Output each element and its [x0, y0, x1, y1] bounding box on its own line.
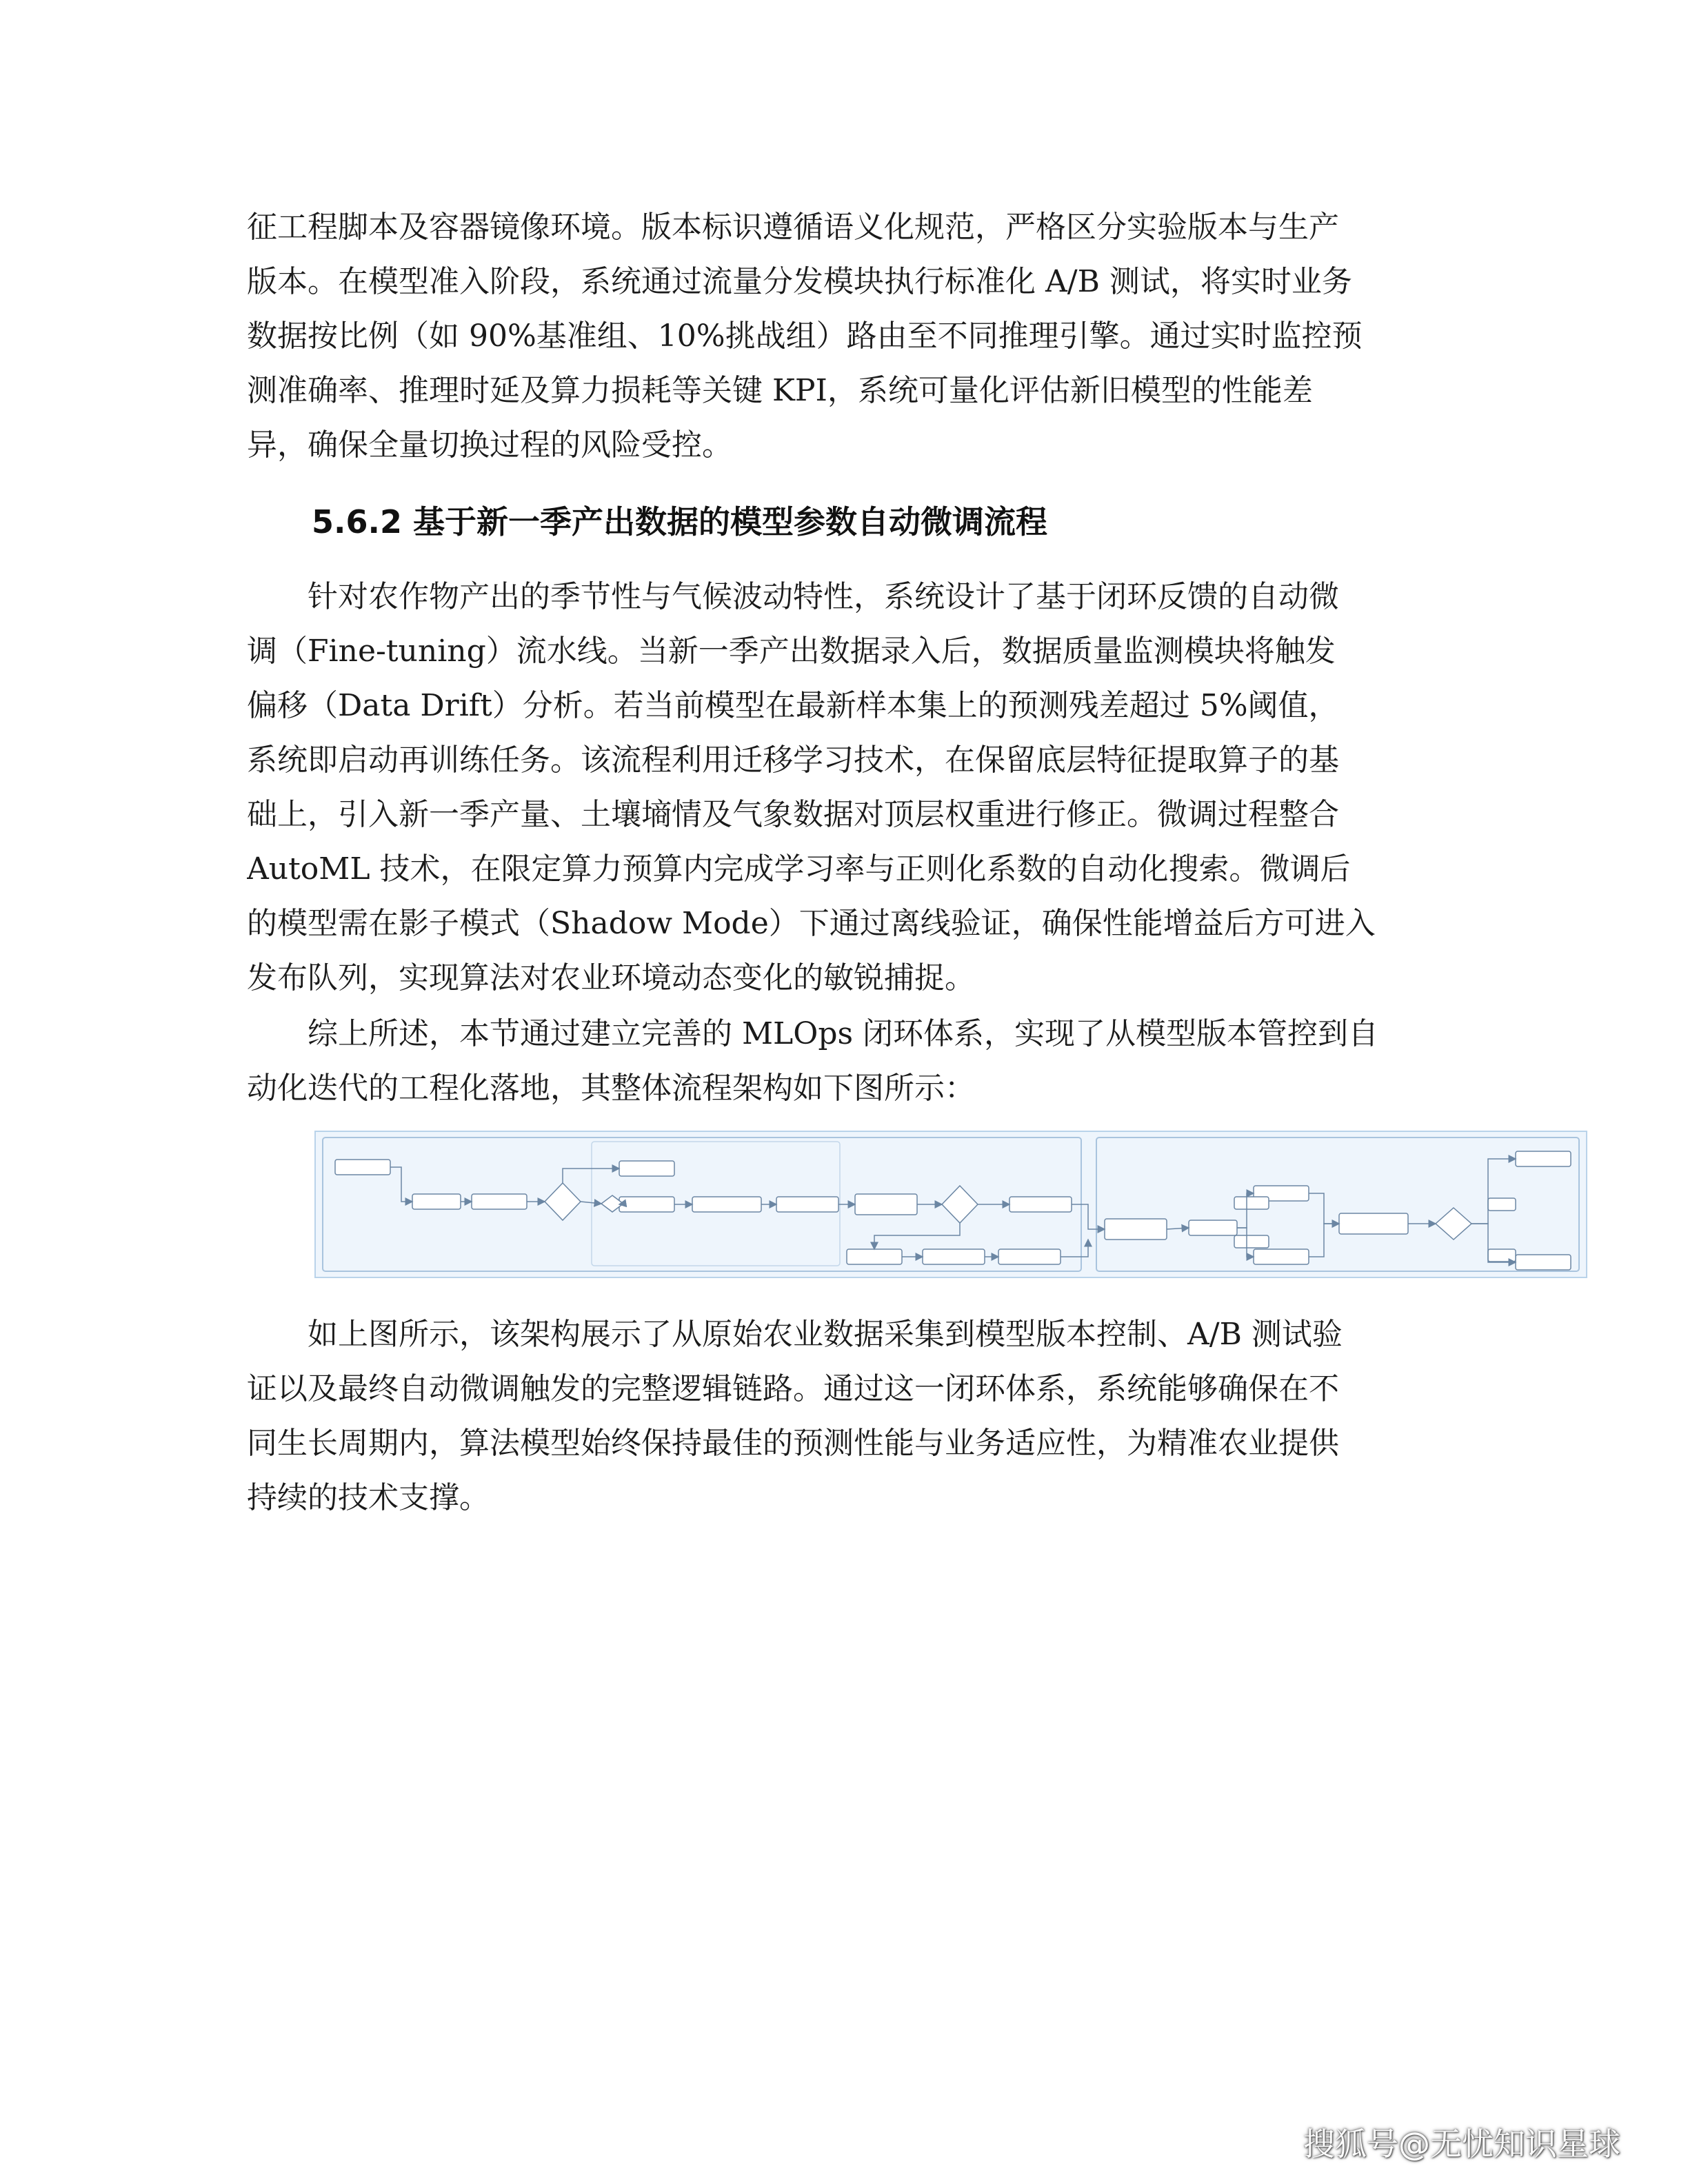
- source-watermark: 搜狐号@无忧知识星球: [1303, 2125, 1620, 2163]
- text-line: 持续的技术支撑。: [247, 1480, 490, 1515]
- text-line: 调（Fine-tuning）流水线。当新一季产出数据录入后，数据质量监测模块将触发: [247, 634, 1336, 669]
- text-line: 如上图所示，该架构展示了从原始农业数据采集到模型版本控制、A/B 测试验: [247, 1317, 1343, 1352]
- text-line: 系统即启动再训练任务。该流程利用迁移学习技术，在保留底层特征提取算子的基: [247, 742, 1339, 778]
- text-line: 的模型需在影子模式（Shadow Mode）下通过离线验证，确保性能增益后方可进入: [247, 906, 1376, 941]
- text-line: 动化迭代的工程化落地，其整体流程架构如下图所示：: [247, 1071, 975, 1106]
- text-line: 础上，引入新一季产量、土壤墒情及气象数据对顶层权重进行修正。微调过程整合: [247, 797, 1339, 832]
- text-line: 发布队列，实现算法对农业环境动态变化的敏锐捕捉。: [247, 960, 975, 995]
- mlops-flow-diagram: [314, 1131, 1587, 1278]
- text-line: 版本。在模型准入阶段，系统通过流量分发模块执行标准化 A/B 测试，将实时业务: [247, 264, 1352, 299]
- diagram-figure: [316, 1132, 1586, 1277]
- text-line: 测准确率、推理时延及算力损耗等关键 KPI，系统可量化评估新旧模型的性能差: [247, 373, 1313, 408]
- text-line: AutoML 技术，在限定算力预算内完成学习率与正则化系数的自动化搜索。微调后: [247, 851, 1351, 887]
- paragraph-fine-tuning: [247, 569, 1430, 1005]
- text-line: 异，确保全量切换过程的风险受控。: [247, 427, 732, 463]
- paragraph-summary: [247, 1007, 1430, 1115]
- text-line: 数据按比例（如 90%基准组、10%挑战组）路由至不同推理引擎。通过实时监控预: [247, 318, 1363, 354]
- text-line: 针对农作物产出的季节性与气候波动特性，系统设计了基于闭环反馈的自动微: [247, 579, 1339, 614]
- paragraph-ab-testing: [247, 200, 1430, 472]
- text-line: 证以及最终自动微调触发的完整逻辑链路。通过这一闭环体系，系统能够确保在不: [247, 1371, 1339, 1406]
- paragraph-conclusion: [247, 1307, 1430, 1525]
- text-line: 偏移（Data Drift）分析。若当前模型在最新样本集上的预测残差超过 5%阈值，: [247, 688, 1339, 723]
- text-line: 同生长周期内，算法模型始终保持最佳的预测性能与业务适应性，为精准农业提供: [247, 1426, 1339, 1461]
- section-heading: 5.6.2 基于新一季产出数据的模型参数自动微调流程: [312, 503, 1047, 540]
- text-line: 征工程脚本及容器镜像环境。版本标识遵循语义化规范，严格区分实验版本与生产: [247, 210, 1339, 245]
- diagram-nodes: [335, 1151, 1571, 1270]
- text-line: 综上所述，本节通过建立完善的 MLOps 闭环体系，实现了从模型版本管控到自: [247, 1016, 1379, 1051]
